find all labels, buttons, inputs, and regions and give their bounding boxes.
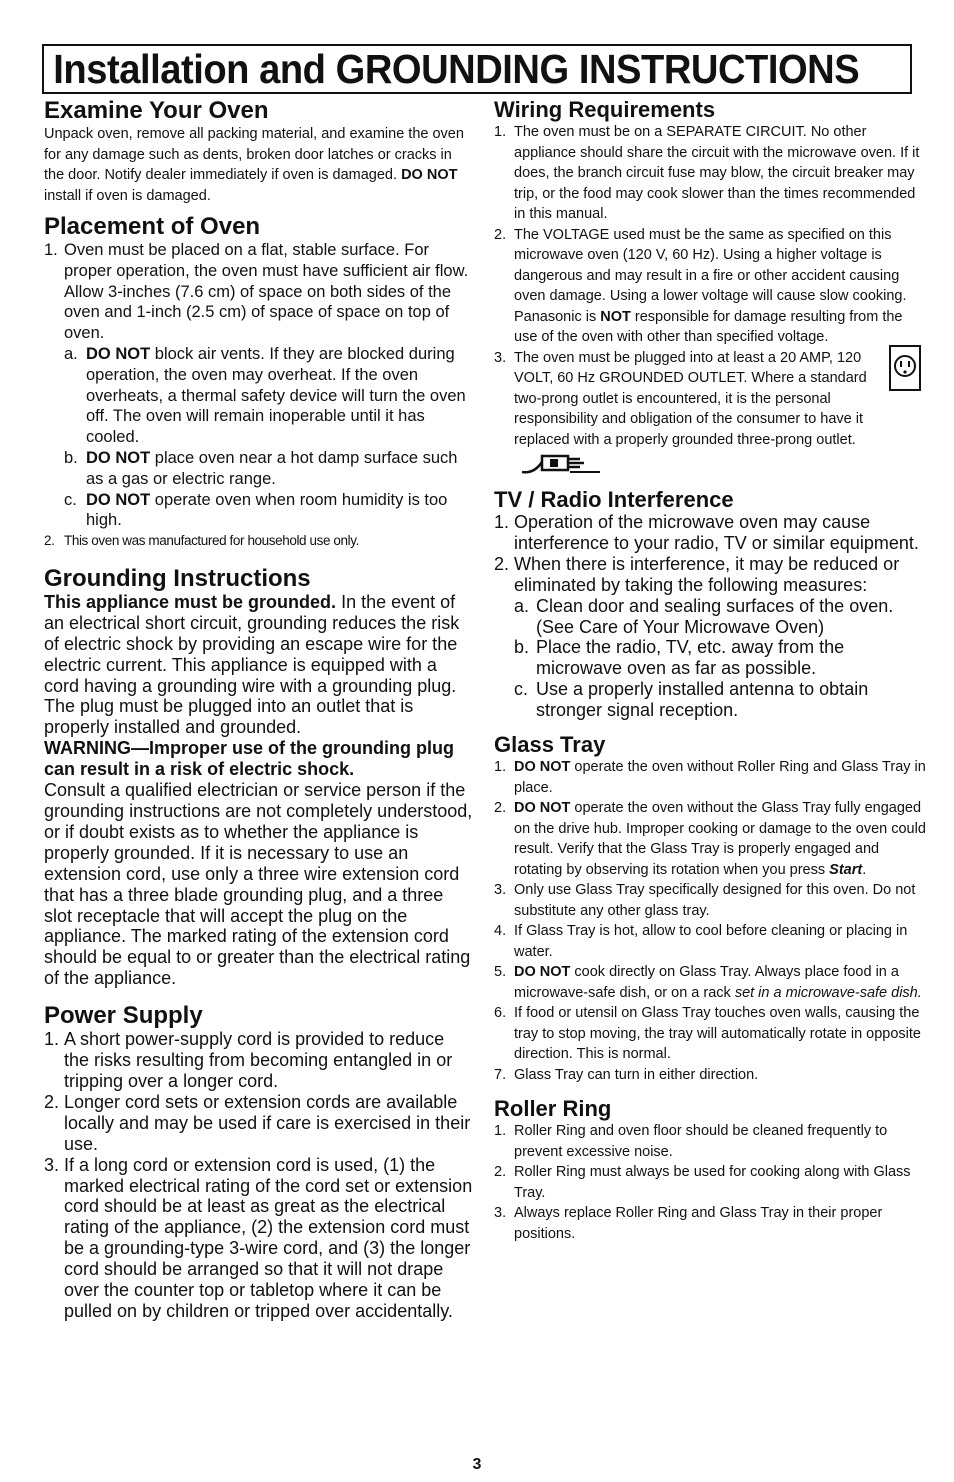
left-column [44,98,474,1330]
heading-placement: Placement of Oven [44,213,261,240]
grounding-text-2: Consult a qualified electrician or service person if the grounding instructions are not completely understood, or if doubt exists as to whether the appliance is properly grounded. If it is necessary to use an extension cord, use only a three wire extension cord that has a three blade grounding plug, and a three slot receptacle that will accept the plug on the appliance. The marked rating of the extension cord should be equal to or greater than the electrical rating of the appliance. [44,780,473,989]
power-list [44,1029,474,1322]
list-item: 6. If food or utensil on Glass Tray touches oven walls, causing the tray to stop moving, the tray will automatically rotate in opposite direction. This is normal. [494,1005,921,1063]
section-wiring [494,98,926,476]
list-item: 3. Always replace Roller Ring and Glass Tray in their proper positions. [494,1205,883,1242]
list-item: 3. Only use Glass Tray specifically designed for this oven. Do not substitute any other glass tray. [494,882,916,919]
examine-text: Unpack oven, remove all packing material, and examine the oven for any damage such as dents, broken door latches or cracks in the door. Notify dealer immediately if oven is damaged. DO NOT install if oven is damaged. [44,126,464,204]
heading-examine: Examine Your Oven [44,97,269,124]
list-item: b. DO NOT place oven near a hot damp surface such as a gas or electric range. [64,448,458,488]
outlet-icon [888,344,924,392]
grounding-warning: WARNING—Improper use of the grounding plug can result in a risk of electric shock. [44,738,454,780]
list-item: 1. Operation of the microwave oven may cause interference to your radio, TV or similar equipment. [494,512,919,553]
list-item: 1. The oven must be on a SEPARATE CIRCUIT. No other appliance should share the circuit with the microwave oven. If it does, the branch circuit fuse may blow, the circuit breaker may trip, or the food may cook slower than the times recommended in this manual. [494,124,920,222]
list-item: 2. Roller Ring must always be used for cooking along with Glass Tray. [494,1164,911,1201]
page-number: 3 [472,1456,482,1473]
list-item: 2. The VOLTAGE used must be the same as specified on this microwave oven (120 V, 60 Hz). Using a higher voltage is dangerous and may result in a fire or other accident causing oven damage. Using a lower voltage will cause slow cooking. Panasonic is NOT responsible for damage resulting from the use of the oven with other than specified voltage. [494,226,907,345]
tv-list [494,512,926,721]
title-box [42,44,912,94]
list-item: a. Clean door and sealing surfaces of the oven. (See Care of Your Microwave Oven) [514,595,894,637]
list-item: 1. DO NOT operate the oven without Roller Ring and Glass Tray in place. [494,759,926,796]
section-glass [494,733,926,1085]
heading-tv: TV / Radio Interference [494,487,734,512]
list-item: 2. DO NOT operate the oven without the Glass Tray fully engaged on the drive hub. Improper cooking or damage to the oven could result. Verify that the Glass Tray is properly engaged and rotating by observing its rotation when you press Start. [494,800,926,878]
right-column [494,98,926,1252]
list-item: 7. Glass Tray can turn in either direction. [494,1066,759,1083]
heading-roller: Roller Ring [494,1096,612,1122]
list-item: 2. Longer cord sets or extension cords are available locally and may be used if care is exercised in their use. [44,1091,471,1154]
section-examine [44,98,474,206]
list-item: a. DO NOT block air vents. If they are blocked during operation, the oven may overheat. If the oven overheats, a thermal safety device will turn the oven off. The oven will remain inoperable until it has cooled. [64,344,466,447]
list-item: 1. Roller Ring and oven floor should be cleaned frequently to prevent excessive noise. [494,1123,888,1160]
list-item: 1. A short power-supply cord is provided to reduce the risks resulting from becoming entangled in or tripping over a longer cord. [44,1029,453,1091]
list-item: 5. DO NOT cook directly on Glass Tray. Always place food in a microwave-safe dish, or on a rack set in a microwave-safe dish. [494,964,922,1001]
section-placement [44,214,474,552]
page-title: Installation and GROUNDING INSTRUCTIONS [53,46,860,92]
section-grounding [44,566,474,989]
heading-grounding: Grounding Instructions [44,564,311,592]
glass-list [494,757,926,1085]
list-item: b. Place the radio, TV, etc. away from the microwave oven as far as possible. [514,637,845,679]
roller-list [494,1121,926,1244]
list-item: c. Use a properly installed antenna to obtain stronger signal reception. [514,679,869,721]
list-item: 2. When there is interference, it may be reduced or eliminated by taking the following measures: [494,553,900,595]
section-tv [494,488,926,721]
list-item: 3. If a long cord or extension cord is used, (1) the marked electrical rating of the cord set or extension cord should be at least as great as the electrical rating of the appliance, (2) the extension cord must be a grounding-type 3-wire cord, and (3) the longer cord should be arranged so that it will not drape over the counter top or tabletop where it can be pulled on by children or tripped over accidentally. [44,1154,473,1321]
heading-wiring: Wiring Requirements [494,97,716,122]
placement-list [44,240,474,552]
list-item: 3. The oven must be plugged into at least a 20 AMP, 120 VOLT, 60 Hz GROUNDED OUTLET. Where a standard two-prong outlet is encountered, it is the personal responsibility and obligation of the consumer to have it replaced with a properly grounded three-prong outlet. [494,348,926,477]
heading-power: Power Supply [44,1002,203,1030]
grounding-text: This appliance must be grounded. In the event of an electrical short circuit, grounding reduces the risk of electric shock by providing an escape wire for the electric current. This appliance is equipped with a cord having a grounding wire with a grounding plug. The plug must be plugged into an outlet that is properly installed and grounded. [44,591,460,738]
section-power [44,1003,474,1322]
section-roller [494,1097,926,1244]
list-item: c. DO NOT operate oven when room humidity is too high. [64,490,448,530]
list-item: 4. If Glass Tray is hot, allow to cool before cleaning or placing in water. [494,923,908,960]
wiring-list [494,122,926,476]
plug-icon [520,450,602,476]
list-item: 1. Oven must be placed on a flat, stable surface. For proper operation, the oven must have sufficient air flow. Allow 3-inches (7.6 cm) of space on both sides of the oven and 1-inch (2.5 cm) of space of space on top of oven. [44,241,469,343]
heading-glass: Glass Tray [494,732,606,758]
list-item: 2. This oven was manufactured for household use only. [44,533,359,549]
